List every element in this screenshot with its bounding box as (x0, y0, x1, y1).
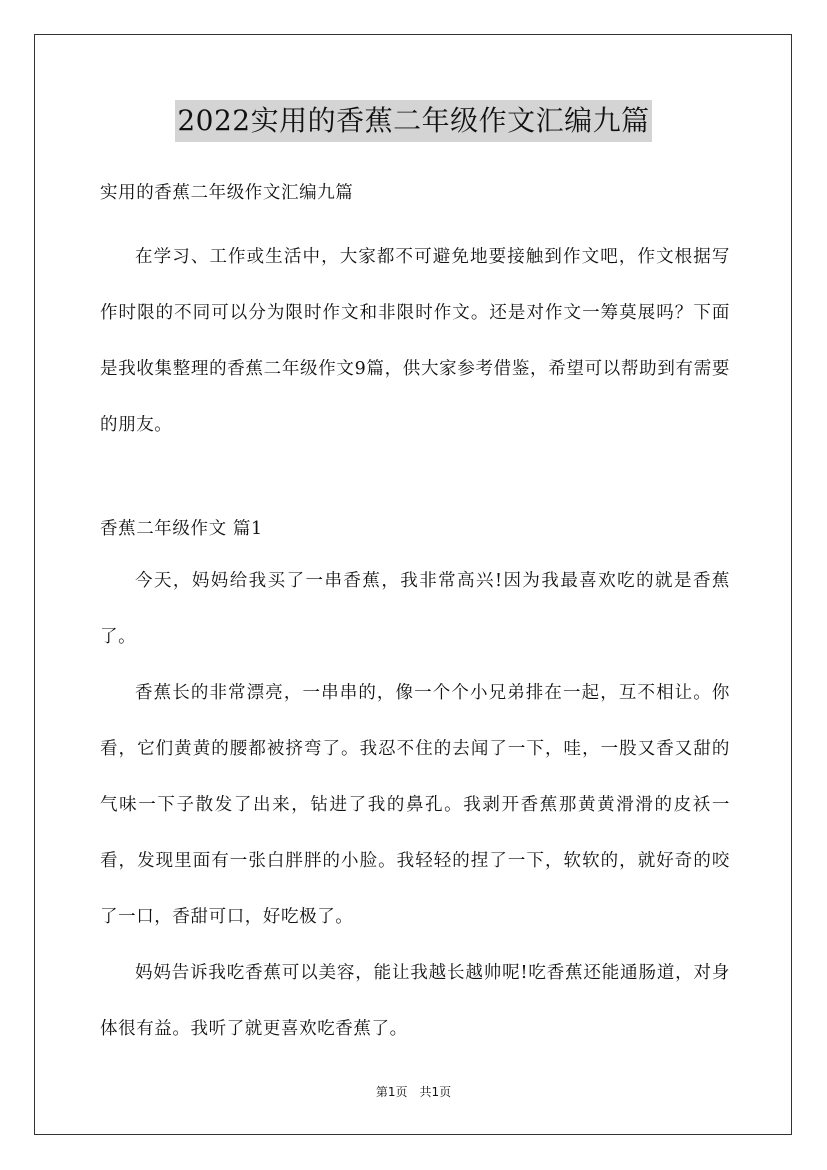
body-paragraph-2: 香蕉长的非常漂亮，一串串的，像一个个小兄弟排在一起，互不相让。你看，它们黄黄的腰都被挤弯了。我忍不住的去闻了一下，哇，一股又香又甜的气味一下子散发了出来，钻进了我的鼻孔。我剥开香蕉那黄黄滑滑的皮袄一看，发现里面有一张白胖胖的小脸。我轻轻的捏了一下，软软的，就好奇的咬了一口，香甜可口，好吃极了。 (100, 683, 730, 927)
document-subtitle: 实用的香蕉二年级作文汇编九篇 (100, 183, 354, 203)
document-title: 2022实用的香蕉二年级作文汇编九篇 (175, 100, 651, 142)
page-total: 共1页 (419, 1085, 452, 1099)
intro-paragraph: 在学习、工作或生活中，大家都不可避免地要接触到作文吧，作文根据写作时限的不同可以分为限时作文和非限时作文。还是对作文一筹莫展吗？下面是我收集整理的香蕉二年级作文9篇，供大家参考借鉴，希望可以帮助到有需要的朋友。 (100, 247, 730, 435)
page-footer (0, 1083, 827, 1100)
document-body (100, 175, 730, 1057)
section-heading: 香蕉二年级作文 篇1 (100, 519, 263, 539)
body-paragraph-3: 妈妈告诉我吃香蕉可以美容，能让我越长越帅呢!吃香蕉还能通肠道，对身体很有益。我听了就更喜欢吃香蕉了。 (100, 963, 730, 1039)
body-paragraph-1: 今天，妈妈给我买了一串香蕉，我非常高兴!因为我最喜欢吃的就是香蕉了。 (100, 571, 730, 647)
page-number: 第1页 (375, 1085, 408, 1099)
title-container (0, 100, 827, 142)
